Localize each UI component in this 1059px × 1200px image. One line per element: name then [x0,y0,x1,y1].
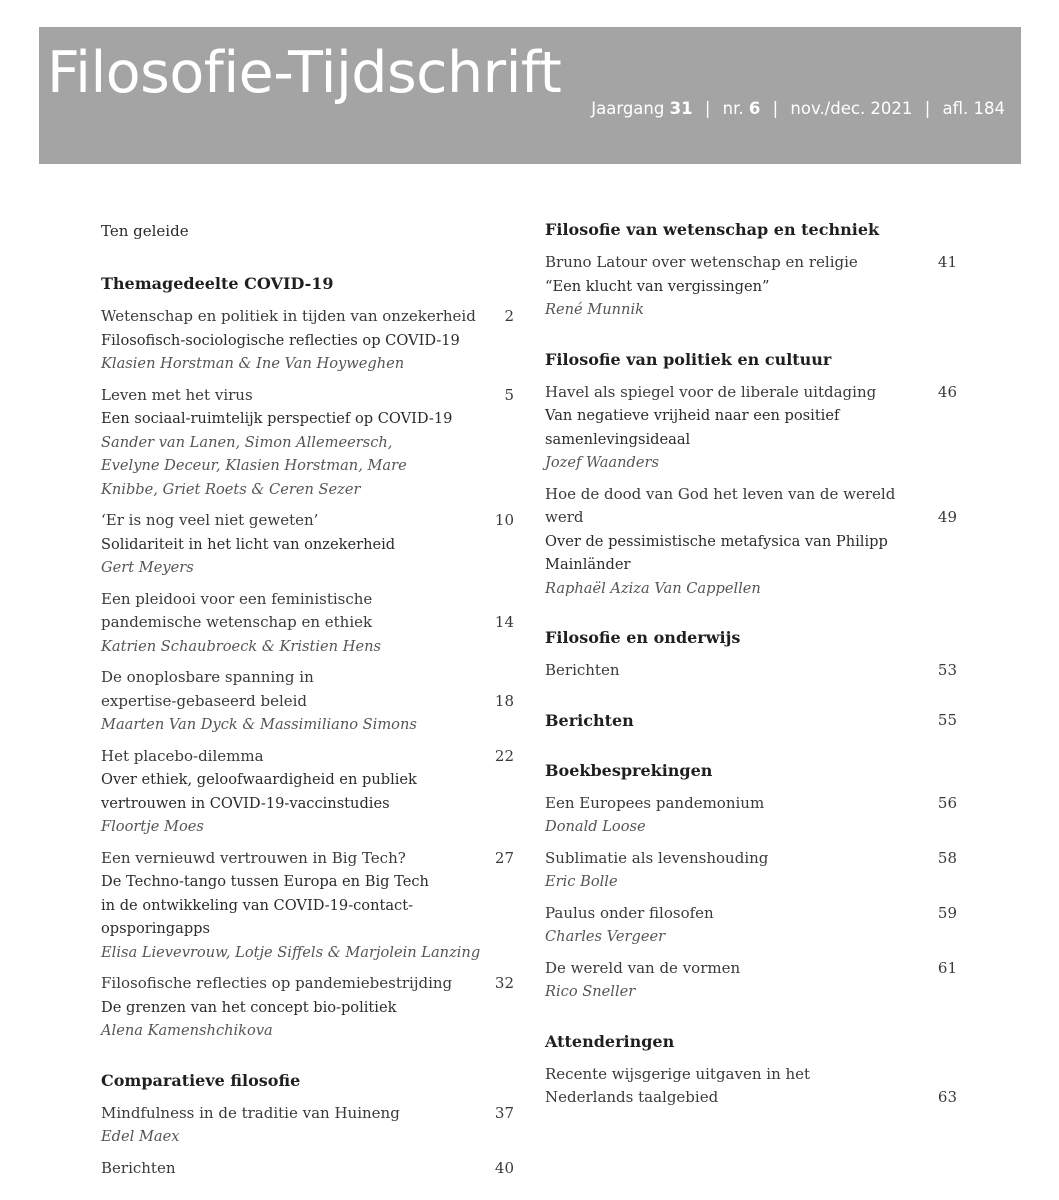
page-number: 41 [937,253,957,271]
issue-date: nov./dec. 2021 [790,99,913,118]
section-heading-science: Filosofie van wetenschap en techniek [545,220,880,239]
page-number: 5 [504,385,514,404]
toc-entry[interactable] [545,792,957,839]
entry-title: Mindfulness in de traditie van Huineng [101,1103,400,1122]
entry-subtitle: Over de pessimistische metafysica van Philipp Mainländer [545,532,888,573]
journal-banner [39,27,1021,164]
ten-geleide[interactable]: Ten geleide [101,222,189,240]
entry-subtitle: Solidariteit in het licht van onzekerheid [101,535,396,553]
entry-subtitle: De Techno-tango tussen Europa en Big Tech in de ontwikkeling van COVID-19-contact-opsporingapps [101,873,429,937]
entry-authors: Elisa Lievevrouw, Lotje Siffels & Marjolein Lanzing [101,943,481,961]
entry-authors: Rico Sneller [545,983,636,1000]
page-number: 63 [937,1088,957,1106]
section-heading-education: Filosofie en onderwijs [545,628,741,647]
page-number: 61 [937,958,957,977]
toc-entry[interactable] [545,957,957,1004]
toc-entry[interactable] [101,509,514,580]
toc-entry[interactable] [545,847,957,894]
entry-title: Een vernieuwd vertrouwen in Big Tech? [101,848,406,867]
toc-entry[interactable] [101,972,514,1043]
toc-right-column [545,218,957,1118]
entry-title: Een pleidooi voor een feministische pandemische wetenschap en ethiek [101,589,373,631]
jaargang-label: Jaargang [591,99,665,118]
nr-number: 6 [748,99,761,118]
toc-entry[interactable] [101,666,514,737]
page-number: 55 [937,711,957,729]
entry-title: Wetenschap en politiek in tijden van onzekerheid [101,307,476,325]
entry-authors: Alena Kamenshchikova [101,1022,273,1039]
page-number: 37 [494,1103,514,1122]
toc-entry[interactable] [101,847,514,965]
entry-authors: Maarten Van Dyck & Massimiliano Simons [101,716,417,733]
page-number: 46 [937,382,957,401]
section-heading-berichten: Berichten [545,710,634,730]
entry-authors: Klasien Horstman & Ine Van Hoyweghen [101,355,405,372]
entry-title: Havel als spiegel voor de liberale uitdaging [545,382,877,401]
entry-title: Bruno Latour over wetenschap en religie [545,253,858,271]
entry-title: Leven met het virus [101,385,253,404]
section-heading-politics: Filosofie van politiek en cultuur [545,349,832,369]
entry-authors: Donald Loose [545,818,646,835]
toc-entry[interactable] [101,1102,514,1149]
issue-afl: afl. 184 [942,99,1005,118]
page-number: 58 [937,848,957,867]
entry-subtitle: “Een klucht van vergissingen” [545,277,770,295]
entry-authors: Gert Meyers [101,559,194,576]
section-heading-attenderingen: Attenderingen [545,1031,675,1051]
page-number: 32 [494,974,514,992]
entry-authors: Edel Maex [101,1128,180,1145]
entry-title: Filosofische reflecties op pandemiebestrijding [101,974,453,992]
entry-authors: Jozef Waanders [545,454,659,471]
entry-authors: René Munnik [545,301,644,318]
page-number: 59 [937,903,957,922]
toc-entry[interactable] [101,588,514,659]
toc-entry[interactable] [101,745,514,839]
journal-title: Filosofie-Tijdschrift [47,40,562,106]
toc-left-column [101,218,514,1188]
entry-authors: Sander van Lanen, Simon Allemeersch, Evelyne Deceur, Klasien Horstman, Mare Knibbe, Griet Roets & Ceren Sezer [101,433,407,498]
toc-entry[interactable] [545,483,957,601]
entry-title: Een Europees pandemonium [545,793,765,812]
entry-title: Berichten [101,1158,176,1177]
toc-entry[interactable] [101,1157,514,1181]
entry-title: Het placebo-dilemma [101,746,264,765]
page-number: 27 [494,848,514,867]
entry-title: Sublimatie als levenshouding [545,848,769,867]
section-heading-theme: Themagedeelte COVID-19 [101,274,334,293]
toc-entry[interactable] [545,659,957,683]
entry-authors: Floortje Moes [101,818,204,835]
entry-title: Hoe de dood van God het leven van de wereld werd [545,484,896,526]
entry-authors: Eric Bolle [545,873,618,890]
page-number: 18 [494,691,514,710]
entry-authors: Charles Vergeer [545,928,666,945]
toc-entry[interactable] [545,1063,957,1110]
page-number: 22 [494,746,514,765]
entry-title: Recente wijsgerige uitgaven in het Nederlands taalgebied [545,1064,811,1106]
toc-entry-berichten[interactable] [545,709,957,733]
entry-title: ‘Er is nog veel niet geweten’ [101,511,319,529]
nr-label: nr. [722,99,744,118]
section-heading-comparative: Comparatieve filosofie [101,1070,301,1090]
entry-subtitle: Filosofisch-sociologische reflecties op COVID-19 [101,331,460,349]
entry-title: De wereld van de vormen [545,958,741,977]
toc-entry[interactable] [101,305,514,376]
entry-title: Paulus onder filosofen [545,903,714,922]
page-number: 53 [937,661,957,679]
toc-entry[interactable] [545,381,957,475]
page-number: 49 [937,508,957,526]
page-number: 40 [494,1158,514,1177]
entry-authors: Katrien Schaubroeck & Kristien Hens [101,637,381,655]
toc-entry[interactable] [101,384,514,502]
entry-subtitle: Over ethiek, geloofwaardigheid en publiek vertrouwen in COVID-19-vaccinstudies [101,771,417,812]
page-number: 56 [937,793,957,812]
entry-subtitle: De grenzen van het concept bio-politiek [101,998,397,1016]
page-number: 10 [494,511,514,529]
entry-subtitle: Van negatieve vrijheid naar een positief samenlevingsideaal [545,407,840,448]
entry-subtitle: Een sociaal-ruimtelijk perspectief op COVID-19 [101,410,453,427]
entry-title: Berichten [545,661,620,679]
issue-info [591,99,1005,118]
page-number: 14 [494,613,514,631]
toc-entry[interactable] [545,902,957,949]
entry-title: De onoplosbare spanning in expertise-gebaseerd beleid [101,668,314,710]
section-heading-reviews: Boekbesprekingen [545,760,713,780]
page-number: 2 [504,307,514,325]
separator: | [704,99,711,118]
separator: | [924,99,931,118]
jaargang-number: 31 [669,99,693,118]
toc-entry[interactable] [545,251,957,322]
separator: | [772,99,779,118]
entry-authors: Raphaël Aziza Van Cappellen [545,579,761,597]
